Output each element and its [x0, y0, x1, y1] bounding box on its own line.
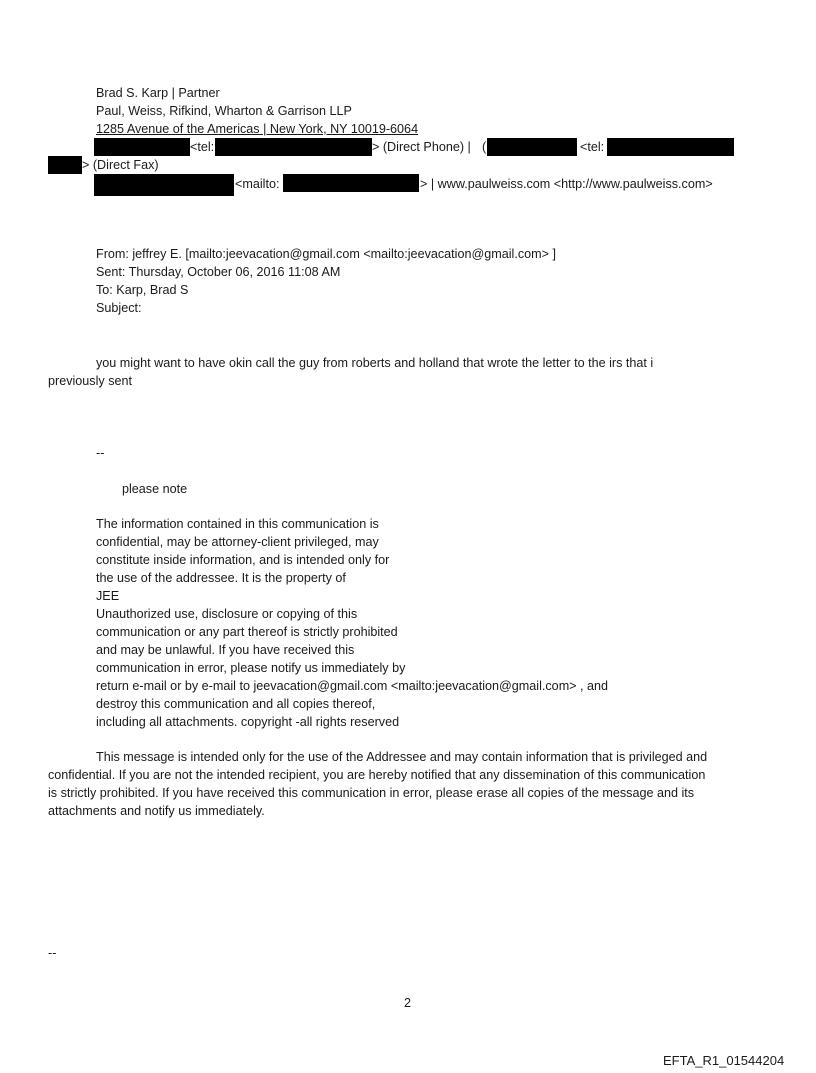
- notice-line: JEE: [96, 589, 120, 603]
- notice-line: return e-mail or by e-mail to jeevacation@gmail.com <mailto:jeevacation@gmail.com> , and: [96, 679, 609, 693]
- paren-open: (: [482, 140, 487, 154]
- disclaimer-line: is strictly prohibited. If you have received this communication in error, please erase all copies of the message and its: [48, 786, 695, 800]
- notice-line: and may be unlawful. If you have received this: [96, 643, 355, 657]
- notice-line: Unauthorized use, disclosure or copying of this: [96, 607, 358, 621]
- signature-name-title: Brad S. Karp | Partner: [96, 86, 220, 100]
- notice-line: constitute inside information, and is intended only for: [96, 553, 390, 567]
- document-id: EFTA_R1_01544204: [663, 1053, 785, 1068]
- redaction-box: [487, 138, 577, 156]
- separator-bottom: --: [48, 946, 57, 960]
- disclaimer-line: This message is intended only for the use of the Addressee and may contain information that is privileged and: [96, 750, 708, 764]
- notice-line: communication in error, please notify us immediately by: [96, 661, 406, 675]
- email-to: To: Karp, Brad S: [96, 283, 189, 297]
- redaction-box: [94, 174, 234, 196]
- message-line-2: previously sent: [48, 374, 132, 388]
- email-subject: Subject:: [96, 301, 142, 315]
- tel-prefix-2: <tel:: [580, 140, 605, 154]
- redaction-box: [94, 138, 190, 156]
- signature-address: 1285 Avenue of the Americas | New York, NY 10019-6064: [96, 122, 419, 136]
- redaction-box: [283, 174, 419, 192]
- email-sent: Sent: Thursday, October 06, 2016 11:08 AM: [96, 265, 341, 279]
- disclaimer-line: confidential. If you are not the intended recipient, you are hereby notified that any dissemination of this communication: [48, 768, 706, 782]
- redaction-box: [215, 138, 372, 156]
- separator: --: [96, 446, 105, 460]
- please-note: please note: [122, 482, 188, 496]
- notice-line: the use of the addressee. It is the property of: [96, 571, 346, 585]
- redaction-box: [48, 156, 82, 174]
- signature-firm: Paul, Weiss, Rifkind, Wharton & Garrison LLP: [96, 104, 352, 118]
- disclaimer-line: attachments and notify us immediately.: [48, 804, 265, 818]
- email-from: From: jeffrey E. [mailto:jeevacation@gmail.com <mailto:jeevacation@gmail.com> ]: [96, 247, 556, 261]
- mailto-prefix: <mailto:: [235, 177, 280, 191]
- notice-line: confidential, may be attorney-client privileged, may: [96, 535, 379, 549]
- redaction-box: [607, 138, 734, 156]
- direct-fax-label: > (Direct Fax): [82, 158, 159, 172]
- tel-prefix: <tel:: [190, 140, 215, 154]
- website-link: > | www.paulweiss.com <http://www.paulweiss.com>: [420, 177, 713, 191]
- confidentiality-notice: [96, 515, 746, 731]
- notice-line: communication or any part thereof is strictly prohibited: [96, 625, 398, 639]
- message-line-1: you might want to have okin call the guy from roberts and holland that wrote the letter to the irs that i: [96, 356, 654, 370]
- notice-line: destroy this communication and all copies thereof,: [96, 697, 376, 711]
- direct-phone-label: > (Direct Phone) |: [372, 140, 471, 154]
- notice-line: including all attachments. copyright -all rights reserved: [96, 715, 400, 729]
- notice-line: The information contained in this communication is: [96, 517, 379, 531]
- page-number: 2: [404, 996, 412, 1010]
